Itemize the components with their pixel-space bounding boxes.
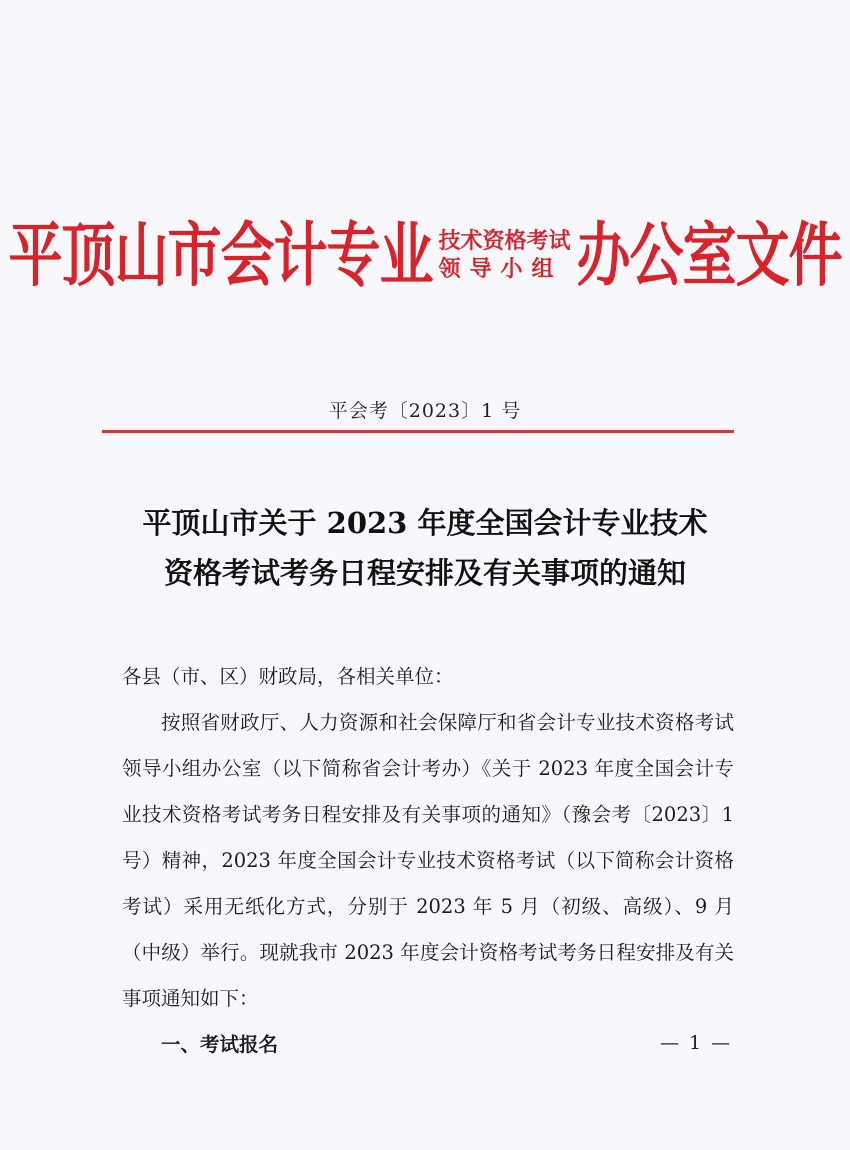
header-middle-line1: 技术资格考试 bbox=[438, 229, 571, 254]
body-paragraph-1: 按照省财政厅、人力资源和社会保障厅和省会计专业技术资格考试领导小组办公室（以下简称省会计考办）《关于 2023 年度全国会计专业技术资格考试考务日程安排及有关事项的通知》（豫会考〔2023〕1 号）精神，2023 年度全国会计专业技术资格考试（以下简称会计资格考试）采用无纸化方式，分别于 2023 年 5 月（初级、高级）、9 月（中级）举行。现就我市 2023 年度会计资格考试考务日程安排及有关事项通知如下： bbox=[122, 711, 734, 1010]
header-right-text: 办公室文件 bbox=[576, 214, 842, 296]
page-number: — 1 — bbox=[660, 1032, 733, 1054]
header-left-text: 平顶山市会计专业 bbox=[8, 214, 433, 296]
document-red-header bbox=[0, 214, 850, 296]
header-middle-stack bbox=[438, 228, 570, 283]
red-divider-line bbox=[102, 430, 734, 433]
document-number: 平会考〔2023〕1 号 bbox=[328, 400, 522, 422]
salutation: 各县（市、区）财政局，各相关单位： bbox=[122, 665, 454, 688]
title-line-1: 平顶山市关于 2023 年度全国会计专业技术 bbox=[142, 506, 708, 540]
header-middle-line2: 领导小组 bbox=[438, 256, 563, 282]
section-heading-1: 一、考试报名 bbox=[161, 1033, 279, 1056]
title-line-2: 资格考试考务日程安排及有关事项的通知 bbox=[163, 556, 686, 590]
document-body bbox=[122, 654, 734, 1068]
document-title bbox=[0, 498, 850, 598]
